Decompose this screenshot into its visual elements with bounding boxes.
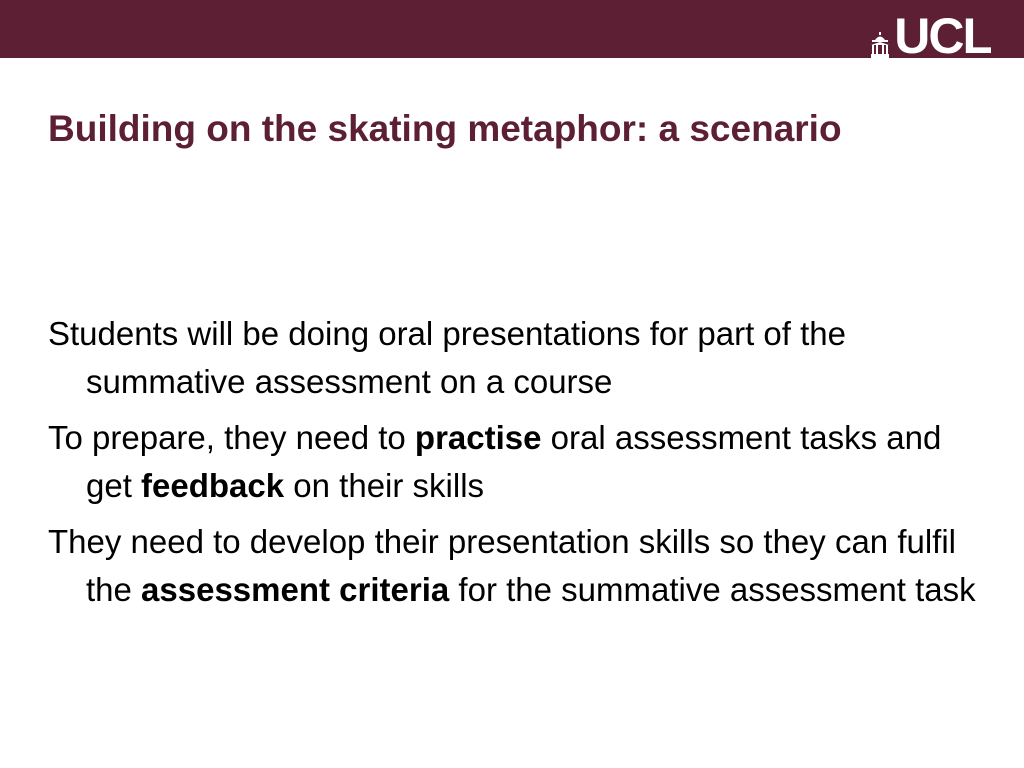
bullet-1-text: Students will be doing oral presentations for part of the summative assessment on a course	[48, 315, 846, 400]
logo-text: UCL	[894, 14, 991, 58]
header-bar	[0, 0, 1024, 58]
bullet-2-pre: To prepare, they need to	[48, 419, 415, 456]
bullet-1	[48, 310, 988, 406]
ucl-logo	[871, 14, 991, 58]
portico-icon	[871, 32, 889, 58]
bullet-3-pre: They need to develop their presentation skills so they can fulfil the	[48, 523, 957, 608]
bullet-2-bold-practise: practise	[414, 419, 542, 456]
bullet-list	[48, 310, 988, 622]
bullet-3-bold-criteria: assessment criteria	[141, 571, 450, 608]
bullet-2-post: on their skills	[284, 467, 485, 504]
bullet-2-mid: oral assessment tasks and get	[86, 419, 942, 504]
slide-title: Building on the skating metaphor: a scenario	[48, 108, 842, 149]
bullet-2-bold-feedback: feedback	[141, 467, 285, 504]
bullet-3-post: for the summative assessment task	[449, 571, 976, 608]
bullet-3	[48, 518, 988, 614]
bullet-2	[48, 414, 988, 510]
